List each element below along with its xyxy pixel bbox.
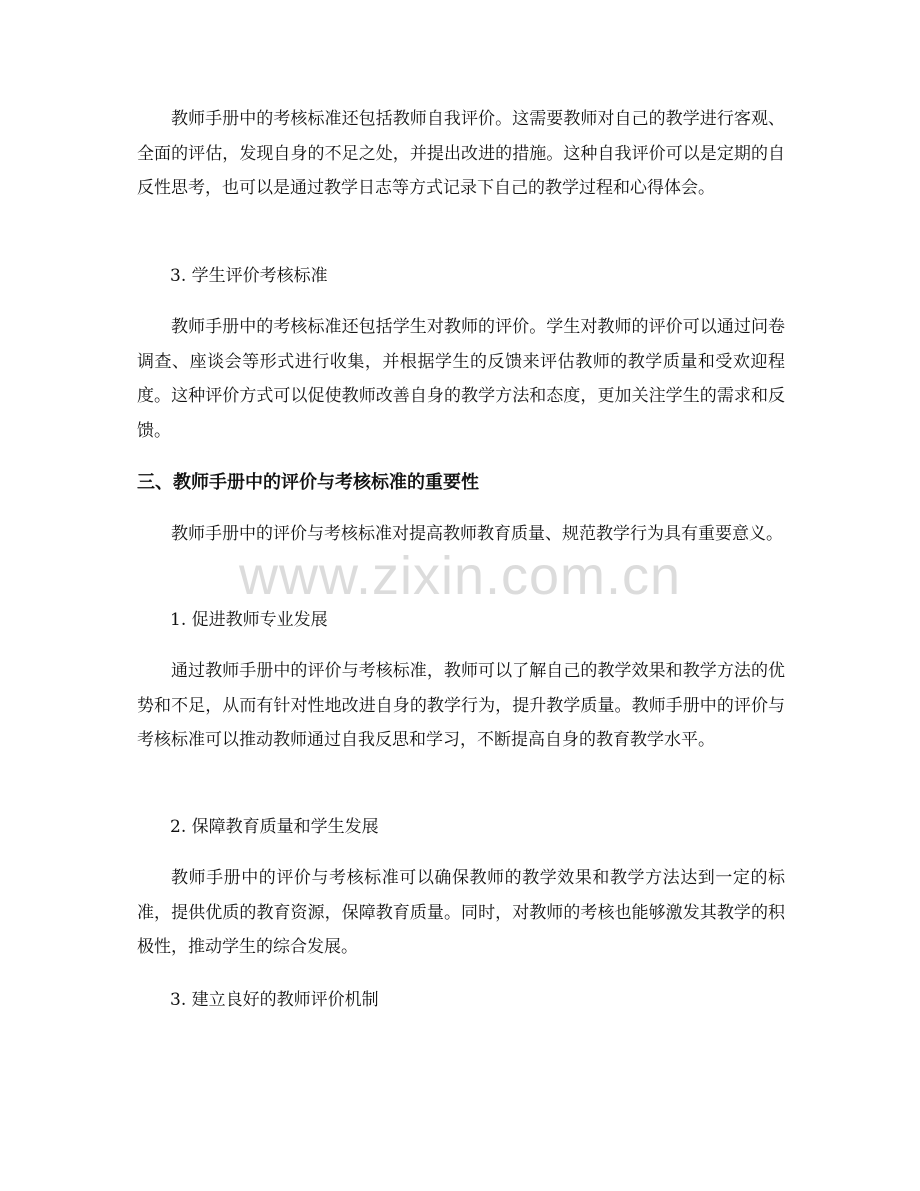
paragraph-importance-intro: 教师手册中的评价与考核标准对提高教师教育质量、规范教学行为具有重要意义。 — [171, 524, 783, 544]
paragraph-student-evaluation: 教师手册中的考核标准还包括学生对教师的评价。学生对教师的评价可以通过问卷调查、座谈会等形式进行收集，并根据学生的反馈来评估教师的教学质量和受欢迎程度。这种评价方式可以促使教师改善自身的教学方法和态度，更加关注学生的需求和反馈。 — [137, 317, 785, 441]
paragraph-self-evaluation: 教师手册中的考核标准还包括教师自我评价。这需要教师对自己的教学进行客观、全面的评估，发现自身的不足之处，并提出改进的措施。这种自我评价可以是定期的自反性思考，也可以是通过教学日志等方式记录下自己的教学过程和心得体会。 — [137, 109, 785, 198]
subheading-student-evaluation: 3. 学生评价考核标准 — [170, 266, 328, 286]
paragraph-professional-development: 通过教师手册中的评价与考核标准，教师可以了解自己的教学效果和教学方法的优势和不足，从而有针对性地改进自身的教学行为，提升教学质量。教师手册中的评价与考核标准可以推动教师通过自我反思和学习，不断提高自身的教育教学水平。 — [137, 661, 785, 750]
subheading-professional-development: 1. 促进教师专业发展 — [170, 610, 328, 630]
subheading-quality-assurance: 2. 保障教育质量和学生发展 — [170, 817, 379, 837]
subheading-evaluation-mechanism: 3. 建立良好的教师评价机制 — [170, 990, 379, 1010]
paragraph-quality-assurance: 教师手册中的评价与考核标准可以确保教师的教学效果和教学方法达到一定的标准，提供优质的教育资源，保障教育质量。同时，对教师的考核也能够激发其教学的积极性，推动学生的综合发展。 — [137, 868, 785, 957]
section-heading-importance: 三、教师手册中的评价与考核标准的重要性 — [137, 472, 479, 493]
watermark: www.zixin.com.cn — [238, 546, 682, 606]
